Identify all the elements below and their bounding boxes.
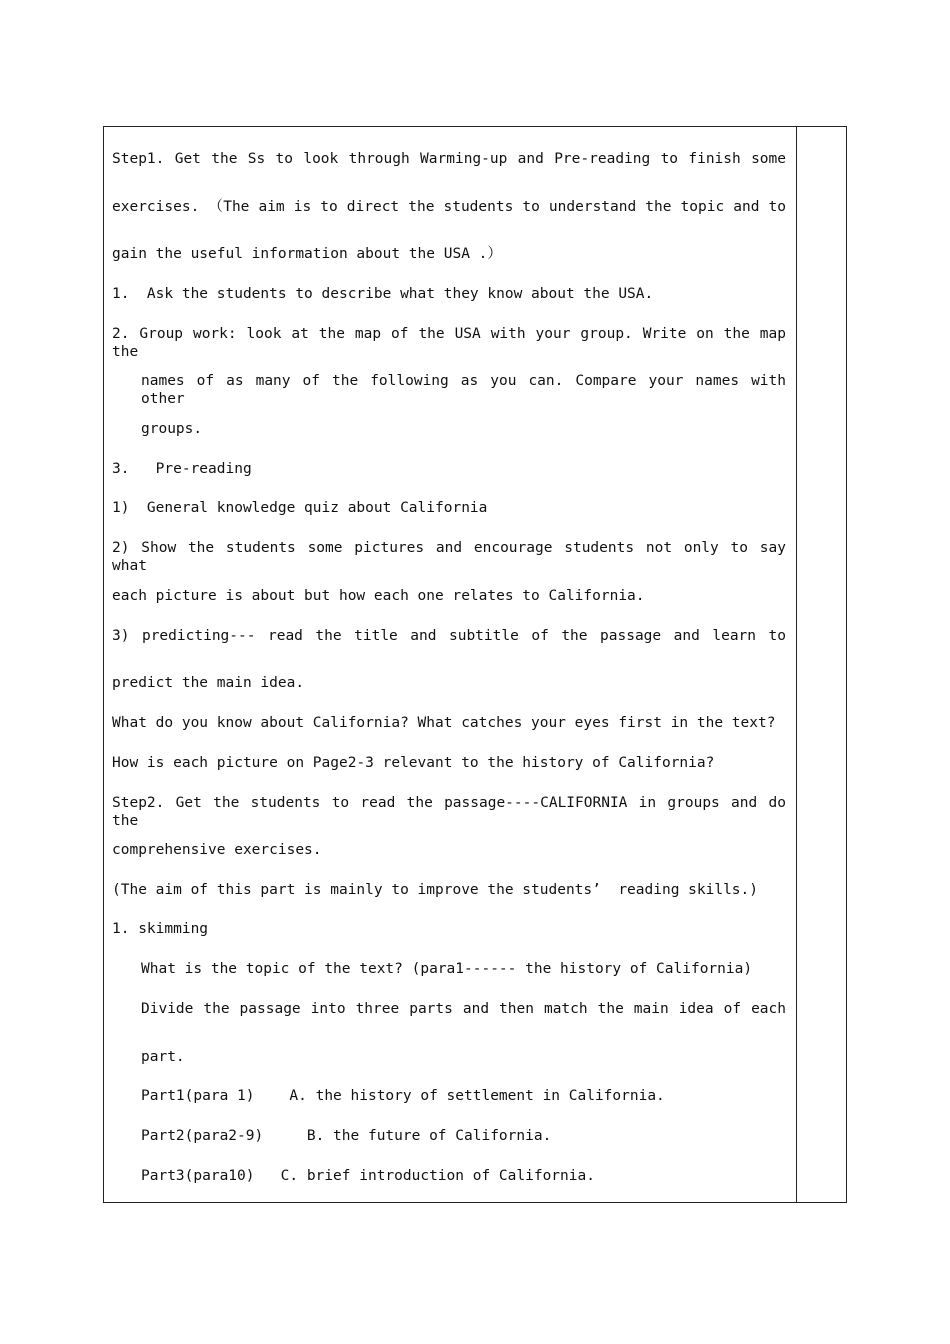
- text-line: Step2. Get the students to read the passage----CALIFORNIA in groups and do the: [112, 795, 786, 829]
- text-line: Part1(para 1) A. the history of settlement in California.: [141, 1088, 665, 1104]
- text-line: What is the topic of the text? (para1------ the history of California): [141, 961, 753, 977]
- text-line: 1. Ask the students to describe what they know about the USA.: [112, 286, 654, 302]
- text-line: 1) General knowledge quiz about California: [112, 500, 488, 516]
- table-column-divider: [796, 126, 797, 1203]
- text-line: How is each picture on Page2-3 relevant to the history of California?: [112, 755, 715, 771]
- text-line: part.: [141, 1049, 185, 1065]
- text-line: 2) Show the students some pictures and encourage students not only to say what: [112, 540, 786, 574]
- text-line: What do you know about California? What catches your eyes first in the text?: [112, 715, 776, 731]
- text-line: (The aim of this part is mainly to improve the students’ reading skills.): [112, 882, 759, 898]
- text-line: comprehensive exercises.: [112, 842, 322, 858]
- text-line: names of as many of the following as you can. Compare your names with other: [141, 373, 786, 407]
- text-line: each picture is about but how each one relates to California.: [112, 588, 645, 604]
- text-line: Divide the passage into three parts and then match the main idea of each: [141, 1001, 786, 1017]
- text-line: 3) predicting--- read the title and subtitle of the passage and learn to: [112, 628, 786, 644]
- text-line: Step1. Get the Ss to look through Warming-up and Pre-reading to finish some: [112, 151, 786, 167]
- text-line: predict the main idea.: [112, 675, 305, 691]
- text-line: 2. Group work: look at the map of the USA with your group. Write on the map the: [112, 326, 786, 360]
- text-line: gain the useful information about the USA .）: [112, 246, 502, 262]
- text-line: Part2(para2-9) B. the future of California.: [141, 1128, 552, 1144]
- text-line: groups.: [141, 421, 203, 437]
- text-line: 3. Pre-reading: [112, 461, 252, 477]
- text-line: Part3(para10) C. brief introduction of California.: [141, 1168, 595, 1184]
- text-line: exercises. （The aim is to direct the students to understand the topic and to: [112, 199, 786, 215]
- text-line: 1. skimming: [112, 921, 209, 937]
